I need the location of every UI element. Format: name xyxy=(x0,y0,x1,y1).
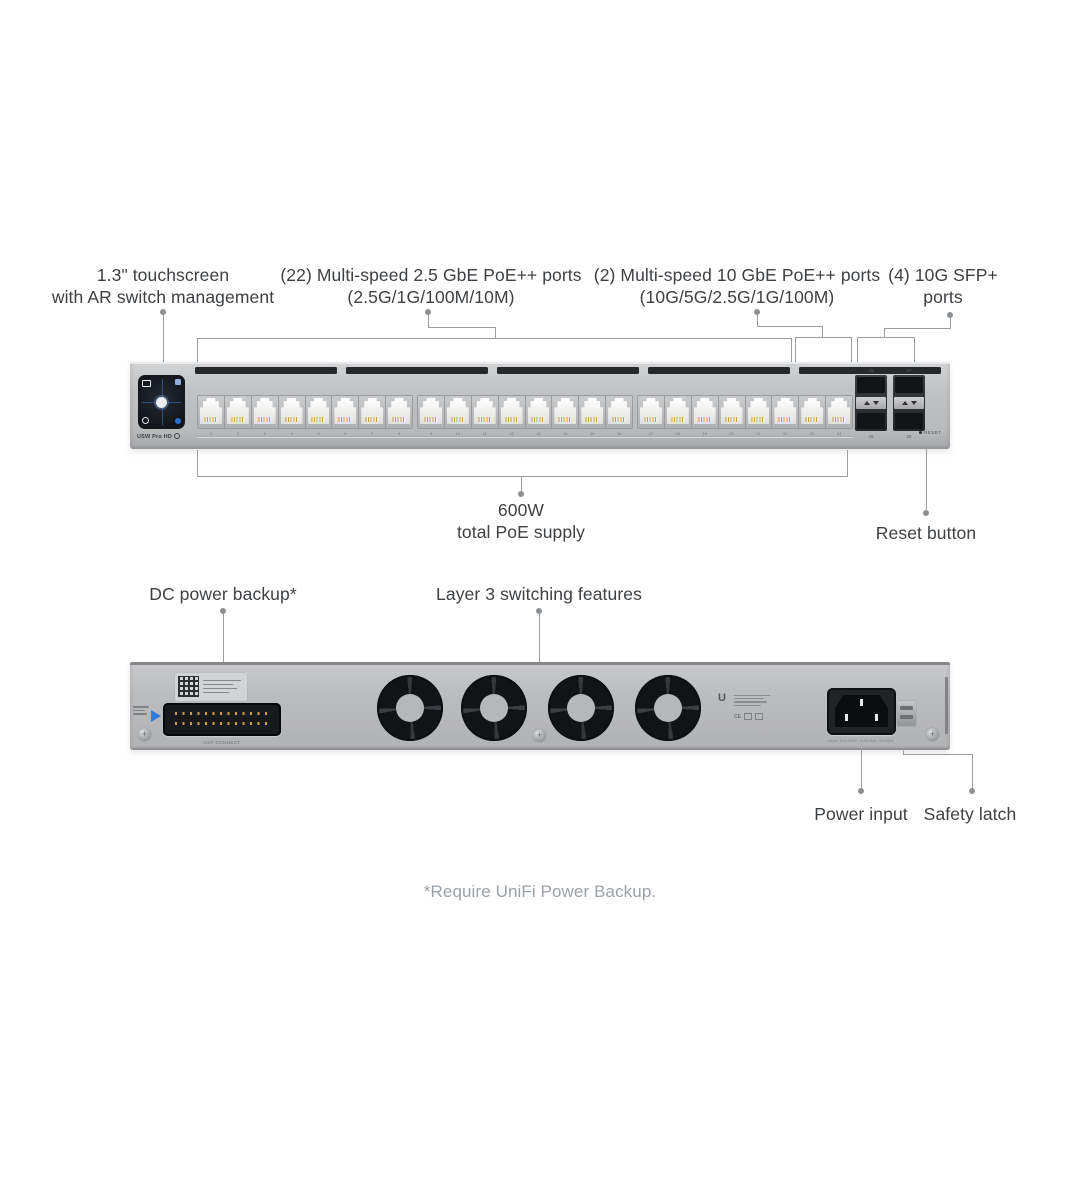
rj45-jack xyxy=(420,398,442,424)
label-fine-print xyxy=(203,677,241,696)
arrow-down-icon xyxy=(911,401,917,405)
serial-label xyxy=(175,673,247,701)
rj45-port xyxy=(252,396,278,436)
usp-dc-connector xyxy=(163,703,281,736)
switch-front-panel xyxy=(130,362,950,449)
annotation-line: (10G/5G/2.5G/1G/100M) xyxy=(639,287,835,307)
connector-pins xyxy=(175,722,269,725)
leader-line xyxy=(539,613,540,662)
leader-dot xyxy=(923,510,929,516)
port-number: 14 xyxy=(563,431,568,436)
rj45-jack xyxy=(608,398,630,424)
leader-line xyxy=(163,314,164,362)
touchscreen xyxy=(138,375,185,429)
rj45-port xyxy=(306,396,332,436)
display-icon xyxy=(142,380,151,387)
rj45-port xyxy=(746,396,772,436)
leader-dot xyxy=(969,788,975,794)
rj45-port xyxy=(526,396,552,436)
port-number: 2 xyxy=(236,431,239,436)
cooling-fan xyxy=(548,675,614,741)
leader-line xyxy=(903,754,973,755)
cert-mark-icon xyxy=(744,713,752,720)
sfp-bale-handle xyxy=(856,397,886,409)
rj45-jack xyxy=(774,398,796,424)
sfp-cage xyxy=(855,368,925,442)
screw-icon xyxy=(533,729,546,742)
sfp-column xyxy=(855,375,887,431)
dc-input-arrow-icon xyxy=(151,710,161,722)
cert-mark-icon xyxy=(755,713,763,720)
rj45-port xyxy=(279,396,305,436)
rj45-port xyxy=(826,396,852,436)
port-number: 21 xyxy=(756,431,761,436)
port-group xyxy=(637,395,853,436)
socket-pin xyxy=(875,714,878,721)
rj45-port xyxy=(225,396,251,436)
edge-slot xyxy=(945,677,948,734)
rj45-port xyxy=(472,396,498,436)
rj45-jack xyxy=(748,398,770,424)
annotation-dc-backup: DC power backup* xyxy=(149,584,297,604)
sfp-port-number: 26 xyxy=(868,434,874,439)
annotation-line: (2.5G/1G/100M/10M) xyxy=(347,287,515,307)
rj45-jack xyxy=(721,398,743,424)
rj45-port xyxy=(665,396,691,436)
panel-groove xyxy=(197,436,853,437)
rj45-jack xyxy=(334,398,356,424)
rj45-jack xyxy=(200,398,222,424)
vent-slot xyxy=(648,367,790,374)
rj45-port xyxy=(552,396,578,436)
sfp-slot xyxy=(857,377,885,393)
screw-icon xyxy=(138,728,151,741)
annotation-line: (2) Multi-speed 10 GbE PoE++ ports xyxy=(593,265,881,285)
rj45-jack xyxy=(581,398,603,424)
port-number: 13 xyxy=(536,431,541,436)
vent-slot xyxy=(195,367,337,374)
annotation-reset-button: Reset button xyxy=(875,523,977,543)
leader-line xyxy=(757,314,758,326)
leader-line xyxy=(223,613,224,662)
rj45-jack xyxy=(554,398,576,424)
rj45-port xyxy=(445,396,471,436)
annotation-sfp-ports xyxy=(888,264,998,308)
port-number: 4 xyxy=(290,431,293,436)
leader-line xyxy=(884,328,885,337)
annotation-22-ports xyxy=(280,264,581,308)
rj45-port xyxy=(499,396,525,436)
screw-icon xyxy=(926,728,939,741)
leader-line xyxy=(972,754,973,791)
rj45-jack xyxy=(447,398,469,424)
leader-line xyxy=(495,327,496,338)
port-number: 3 xyxy=(263,431,266,436)
app-icon xyxy=(175,379,181,385)
annotation-poe-supply xyxy=(457,499,585,543)
vent-slot xyxy=(346,367,488,374)
bracket-sfp-ports xyxy=(857,337,915,363)
annotation-line: total PoE supply xyxy=(456,522,586,542)
port-number: 20 xyxy=(729,431,734,436)
sfp-column xyxy=(893,375,925,431)
sfp-port-number: 28 xyxy=(906,434,912,439)
leader-dot xyxy=(518,491,524,497)
sfp-slot xyxy=(857,413,885,429)
rj45-port xyxy=(579,396,605,436)
annotation-touchscreen xyxy=(52,264,274,308)
leader-line xyxy=(950,317,951,328)
annotation-safety-latch: Safety latch xyxy=(923,804,1017,824)
regulatory-block xyxy=(718,691,778,731)
power-rating-text: Input: 100-240V~ 9.5A Max, 50/60Hz xyxy=(828,738,894,743)
sfp-port-number: 27 xyxy=(906,368,912,373)
ubiquiti-logo-icon: U xyxy=(718,692,726,704)
rj45-port xyxy=(799,396,825,436)
rj45-port xyxy=(638,396,664,436)
sfp-bale-handle xyxy=(894,397,924,409)
bracket-22-ports xyxy=(197,338,792,363)
annotation-line: 1.3" touchscreen xyxy=(96,265,230,285)
cooling-fan xyxy=(461,675,527,741)
ce-mark-icon: CE xyxy=(734,713,741,720)
leader-line xyxy=(861,748,862,791)
leader-dot xyxy=(858,788,864,794)
connector-pins xyxy=(175,712,269,715)
socket-pin xyxy=(860,699,863,706)
rj45-jack xyxy=(227,398,249,424)
port-number: 17 xyxy=(648,431,654,436)
port-group xyxy=(197,395,413,436)
leader-line xyxy=(822,326,823,337)
rj45-jack xyxy=(667,398,689,424)
bracket-10g-ports xyxy=(795,337,852,363)
rj45-jack xyxy=(501,398,523,424)
switch-back-panel xyxy=(130,662,950,750)
port-number: 23 xyxy=(809,431,815,436)
port-group xyxy=(417,395,633,436)
rj45-jack xyxy=(308,398,330,424)
regulatory-fine-print xyxy=(734,693,774,708)
port-number: 8 xyxy=(397,431,401,436)
rj45-jack xyxy=(694,398,716,424)
sfp-slot xyxy=(895,377,923,393)
leader-line xyxy=(757,326,823,327)
dc-input-fine-print xyxy=(133,704,150,717)
leader-line xyxy=(884,328,951,329)
cooling-fan xyxy=(635,675,701,741)
c14-socket xyxy=(835,695,888,727)
power-inlet xyxy=(827,688,896,735)
ring-icon xyxy=(142,417,149,424)
annotation-line: with AR switch management xyxy=(51,287,275,307)
port-number: 15 xyxy=(589,431,595,436)
bracket-poe-supply xyxy=(197,450,848,477)
usp-connect-label: USP CONNECT xyxy=(203,740,241,745)
annotation-line: (22) Multi-speed 2.5 GbE PoE++ ports xyxy=(280,265,582,285)
port-number: 16 xyxy=(616,431,622,436)
arrow-up-icon xyxy=(902,401,908,405)
port-number: 11 xyxy=(482,431,487,436)
port-number: 10 xyxy=(455,431,461,436)
rj45-jack xyxy=(828,398,850,424)
port-number: 24 xyxy=(836,431,842,436)
arrow-up-icon xyxy=(864,401,870,405)
rj45-port xyxy=(386,396,412,436)
cooling-fan xyxy=(377,675,443,741)
footnote: *Require UniFi Power Backup. xyxy=(423,882,657,901)
port-number: 1 xyxy=(209,431,213,436)
port-number: 19 xyxy=(702,431,707,436)
rj45-port xyxy=(692,396,718,436)
annotation-line: (4) 10G SFP+ xyxy=(888,265,998,285)
annotation-10g-ports xyxy=(594,264,880,308)
rj45-port xyxy=(198,396,224,436)
front-vents xyxy=(195,367,941,374)
port-number: 7 xyxy=(371,431,374,436)
rj45-jack xyxy=(640,398,662,424)
sfp-slot xyxy=(895,413,923,429)
rj45-jack xyxy=(254,398,276,424)
rj45-port xyxy=(772,396,798,436)
port-number: 18 xyxy=(675,431,681,436)
port-number: 9 xyxy=(429,431,433,436)
leader-line xyxy=(428,314,429,327)
rj45-port xyxy=(719,396,745,436)
annotation-power-input: Power input xyxy=(814,804,908,824)
reset-label: RESET xyxy=(924,430,942,435)
arrow-down-icon xyxy=(873,401,879,405)
rj45-jack xyxy=(801,398,823,424)
rj45-jack xyxy=(361,398,383,424)
model-label: USW Pro HD xyxy=(137,433,180,440)
dot-icon xyxy=(175,418,181,424)
model-badge-icon xyxy=(174,433,180,439)
sfp-port-number: 25 xyxy=(868,368,874,373)
socket-pin xyxy=(845,714,848,721)
annotation-line: ports xyxy=(923,287,963,307)
rj45-jack xyxy=(528,398,550,424)
touch-cursor-icon xyxy=(156,397,167,408)
annotation-layer3: Layer 3 switching features xyxy=(436,584,642,604)
rj45-port xyxy=(359,396,385,436)
annotation-line: 600W xyxy=(497,500,545,520)
port-number: 22 xyxy=(783,431,788,436)
rj45-jack xyxy=(281,398,303,424)
reset-button-icon xyxy=(919,431,922,434)
rj45-port xyxy=(332,396,358,436)
rj45-jack xyxy=(388,398,410,424)
leader-line xyxy=(926,447,927,512)
port-number: 5 xyxy=(317,431,320,436)
certification-marks xyxy=(734,713,763,720)
safety-latch-hardware xyxy=(897,701,916,726)
rj45-port xyxy=(606,396,632,436)
leader-line xyxy=(428,327,496,328)
rj45-jack xyxy=(474,398,496,424)
reset-button xyxy=(919,430,942,435)
rj45-port xyxy=(418,396,444,436)
qr-code-icon xyxy=(178,676,199,697)
port-number: 6 xyxy=(344,431,347,436)
port-number: 12 xyxy=(509,431,514,436)
vent-slot xyxy=(497,367,639,374)
